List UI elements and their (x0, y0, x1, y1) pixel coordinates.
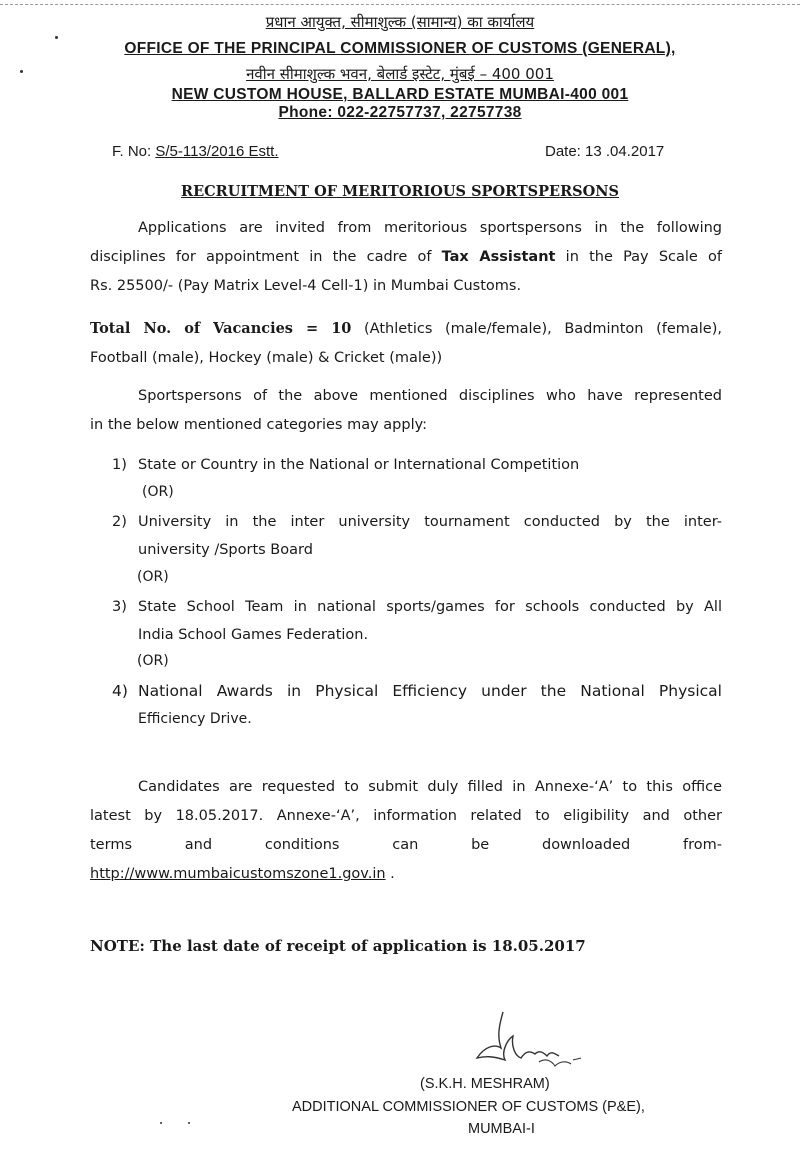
phone-heading: Phone: 022-22757737, 22757738 (278, 104, 522, 121)
hindi-address-heading: नवीन सीमाशुल्क भवन, बेलार्ड इस्टेट, मुंबई – 400 001 (246, 65, 554, 83)
handwritten-signature (455, 1000, 595, 1080)
signatory-designation: ADDITIONAL COMMISSIONER OF CUSTOMS (P&E), (292, 1099, 645, 1115)
letter-date (545, 143, 664, 160)
submission-line-3: terms and conditions can be downloaded from- (90, 837, 722, 853)
address-heading: NEW CUSTOM HOUSE, BALLARD ESTATE MUMBAI-400 001 (171, 86, 629, 103)
file-number-value: S/5-113/2016 Estt. (155, 143, 279, 160)
list-item (112, 677, 722, 733)
list-item-number: 4) (112, 682, 128, 700)
note-deadline: NOTE: The last date of receipt of application is 18.05.2017 (90, 937, 586, 955)
intro-line-2 (90, 243, 722, 272)
list-item-text: university /Sports Board (138, 542, 313, 558)
list-item (112, 451, 722, 479)
file-number-label: F. No: (112, 143, 152, 160)
eligibility-line-1: Sportspersons of the above mentioned disciplines who have represented (138, 388, 722, 404)
list-item-text: India School Games Federation. (138, 627, 369, 643)
list-item-text: University in the inter university tournament conducted by the inter- (138, 514, 722, 530)
vacancies-line-1 (90, 314, 722, 344)
office-heading: OFFICE OF THE PRINCIPAL COMMISSIONER OF CUSTOMS (GENERAL), (124, 40, 676, 57)
list-item-number: 2) (112, 514, 127, 530)
file-number (112, 143, 279, 160)
eligibility-paragraph (90, 382, 722, 440)
eligibility-line-2: in the below mentioned categories may apply: (90, 417, 428, 433)
scan-edge-line (0, 4, 800, 5)
scan-speck (188, 1122, 190, 1124)
scan-speck (160, 1122, 162, 1124)
signatory-city: MUMBAI-I (468, 1121, 535, 1137)
vacancies-count: Total No. of Vacancies = 10 (90, 320, 352, 337)
vacancies-paragraph (90, 314, 722, 373)
notice-title: RECRUITMENT OF MERITORIOUS SPORTSPERSONS (181, 183, 619, 200)
date-value: 13 .04.2017 (585, 143, 665, 160)
list-item (112, 508, 722, 564)
list-item (112, 593, 722, 649)
submission-line-1: Candidates are requested to submit duly filled in Annexe-‘A’ to this office (138, 779, 722, 795)
submission-line-4 (90, 860, 722, 889)
vacancies-line-2: Football (male), Hockey (male) & Cricket (male)) (90, 350, 443, 366)
intro-line-1: Applications are invited from meritorious sportspersons in the following (138, 220, 722, 236)
list-item-number: 1) (112, 457, 127, 473)
scan-speck (55, 36, 58, 39)
submission-line-2: latest by 18.05.2017. Annexe-‘A’, information related to eligibility and other (90, 808, 722, 824)
or-separator: (OR) (137, 653, 169, 669)
intro-line-2-start: disciplines for appointment in the cadre of (90, 249, 442, 265)
date-label: Date: (545, 143, 581, 160)
list-item-text: Efficiency Drive. (138, 711, 252, 727)
list-item-number: 3) (112, 599, 127, 615)
hindi-office-heading: प्रधान आयुक्त, सीमाशुल्क (सामान्य) का कार्यालय (265, 13, 535, 31)
intro-line-2-end: in the Pay Scale of (555, 249, 723, 265)
list-item-text: State or Country in the National or International Competition (138, 457, 580, 473)
website-link[interactable]: http://www.mumbaicustomszone1.gov.in (90, 866, 386, 882)
tax-assistant-label: Tax Assistant (441, 249, 556, 265)
vacancies-disciplines-1: (Athletics (male/female), Badminton (female), (351, 321, 722, 337)
intro-line-3: Rs. 25500/- (Pay Matrix Level-4 Cell-1) in Mumbai Customs. (90, 278, 522, 294)
or-separator: (OR) (137, 569, 169, 585)
list-item-text: State School Team in national sports/games for schools conducted by All (138, 599, 722, 615)
signatory-name: (S.K.H. MESHRAM) (420, 1076, 550, 1092)
submission-line-4-end: . (385, 866, 395, 882)
or-separator: (OR) (142, 484, 174, 500)
submission-paragraph (90, 773, 722, 889)
intro-paragraph (90, 214, 722, 301)
list-item-text: National Awards in Physical Efficiency under the National Physical (138, 682, 722, 700)
